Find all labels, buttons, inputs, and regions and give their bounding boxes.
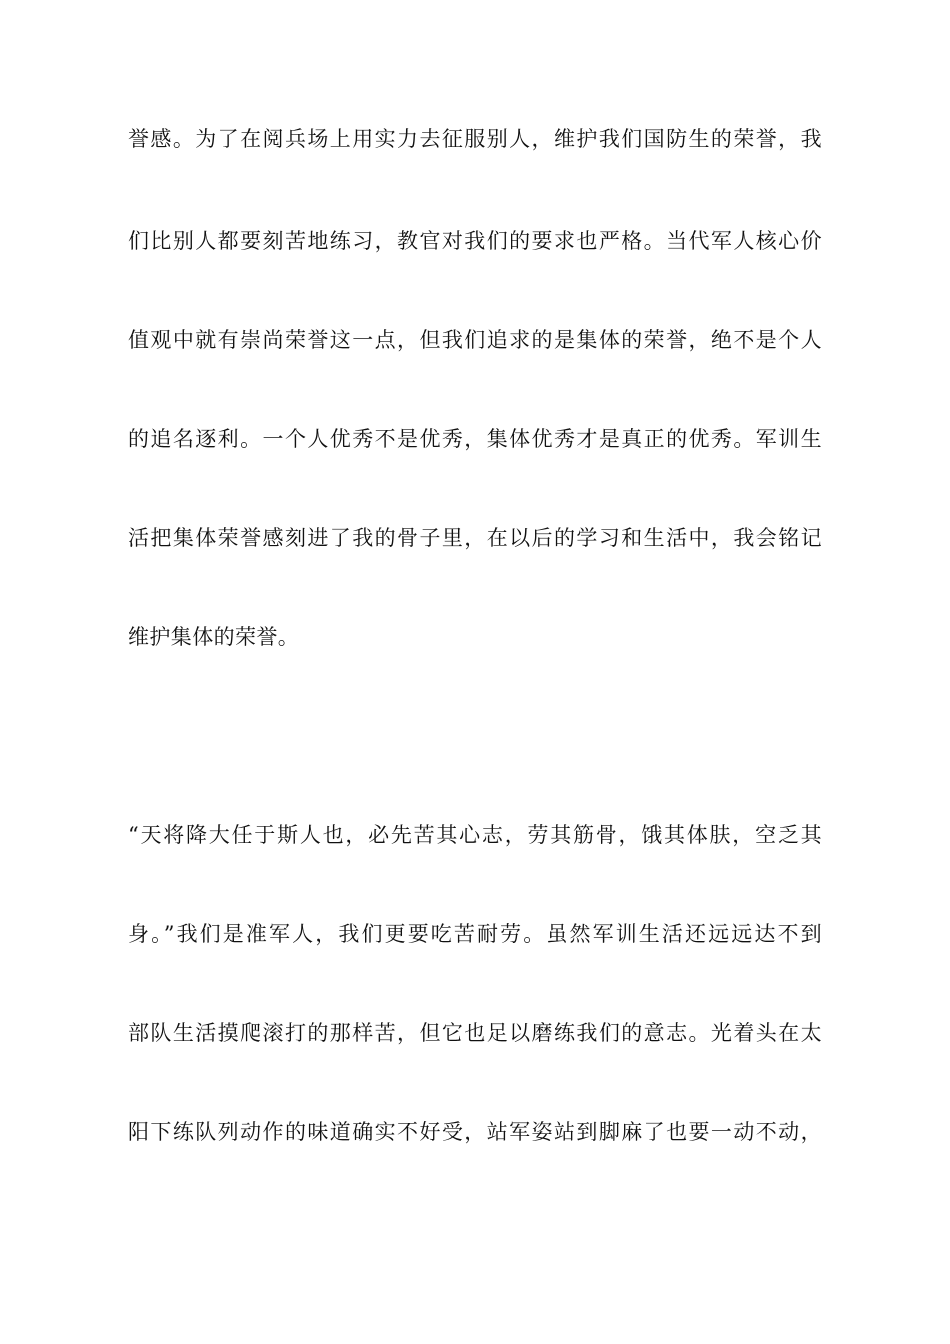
paragraph-1-line-5: 活把集体荣誉感刻进了我的骨子里，在以后的学习和生活中，我会铭记 [128, 526, 822, 550]
paragraph-1-line-6: 维护集体的荣誉。 [128, 625, 300, 649]
paragraph-1-line-1: 誉感。为了在阅兵场上用实力去征服别人，维护我们国防生的荣誉，我 [128, 127, 822, 151]
paragraph-2-line-1: “天将降大任于斯人也，必先苦其心志，劳其筋骨，饿其体肤，空乏其 [128, 823, 822, 847]
paragraph-1-line-2: 们比别人都要刻苦地练习，教官对我们的要求也严格。当代军人核心价 [128, 229, 822, 253]
paragraph-2-line-4: 阳下练队列动作的味道确实不好受，站军姿站到脚麻了也要一动不动， [128, 1120, 822, 1144]
paragraph-1-line-4: 的追名逐利。一个人优秀不是优秀，集体优秀才是真正的优秀。军训生 [128, 427, 822, 451]
paragraph-2-line-2: 身。”我们是准军人，我们更要吃苦耐劳。虽然军训生活还远远达不到 [128, 922, 822, 946]
paragraph-1-line-3: 值观中就有崇尚荣誉这一点，但我们追求的是集体的荣誉，绝不是个人 [128, 328, 822, 352]
paragraph-2-line-3: 部队生活摸爬滚打的那样苦，但它也足以磨练我们的意志。光着头在太 [128, 1021, 822, 1045]
